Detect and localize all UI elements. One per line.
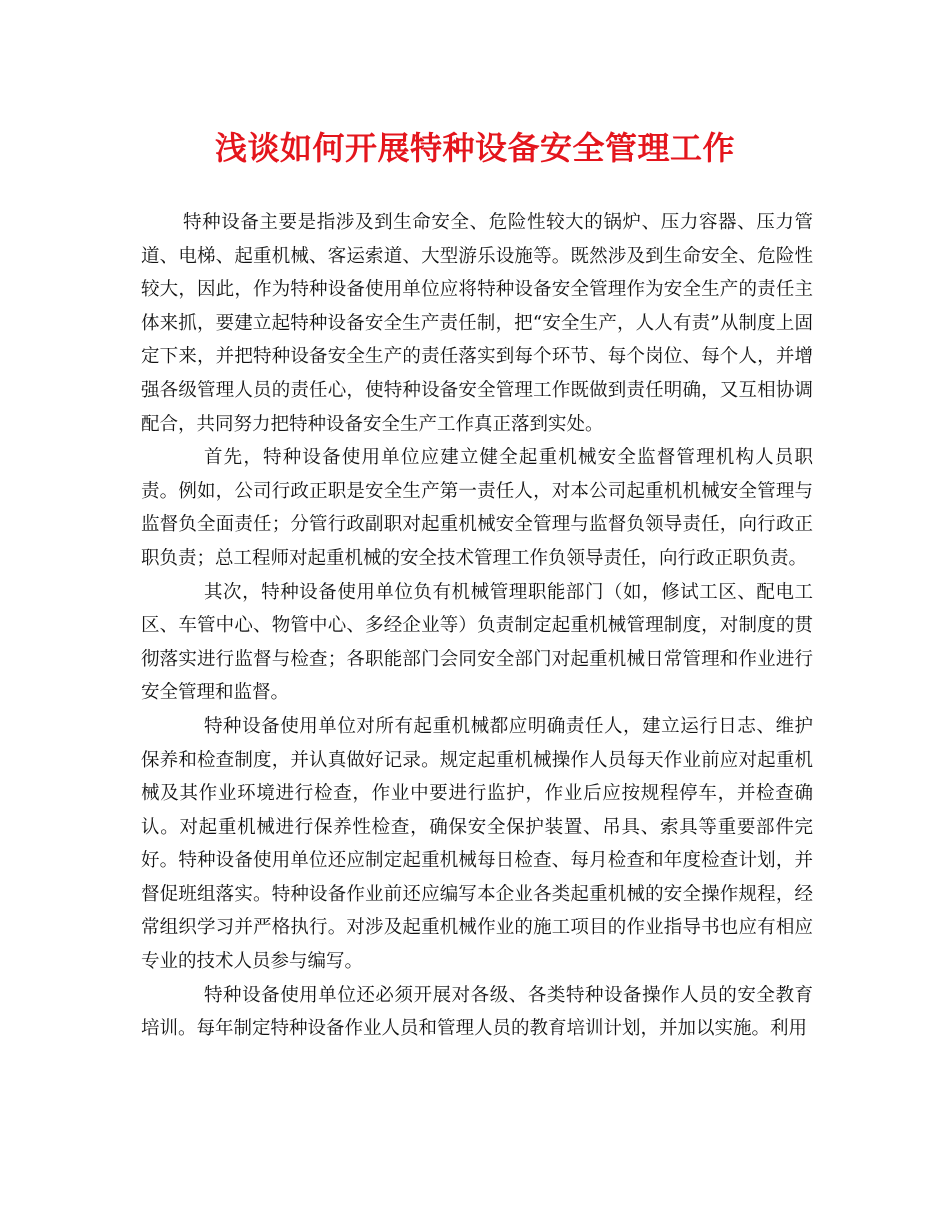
document-body (141, 206, 813, 1046)
paragraph-intro: 特种设备主要是指涉及到生命安全、危险性较大的锅炉、压力容器、压力管道、电梯、起重机械、客运索道、大型游乐设施等。既然涉及到生命安全、危险性较大，因此，作为特种设备使用单位应将特种设备安全管理作为安全生产的责任主体来抓，要建立起特种设备安全生产责任制，把“安全生产，人人有责”从制度上固定下来，并把特种设备安全生产的责任落实到每个环节、每个岗位、每个人，并增强各级管理人员的责任心，使特种设备安全管理工作既做到责任明确，又互相协调配合，共同努力把特种设备安全生产工作真正落到实处。 (141, 212, 813, 435)
document-title: 浅谈如何开展特种设备安全管理工作 (214, 129, 735, 167)
paragraph-responsibility: 特种设备使用单位对所有起重机械都应明确责任人，建立运行日志、维护保养和检查制度，并认真做好记录。规定起重机械操作人员每天作业前应对起重机械及其作业环境进行检查，作业中要进行监护，作业后应按规程停车，并检查确认。对起重机械进行保养性检查，确保安全保护装置、吊具、索具等重要部件完好。特种设备使用单位还应制定起重机械每日检查、每月检查和年度检查计划，并督促班组落实。特种设备作业前还应编写本企业各类起重机械的安全操作规程，经常组织学习并严格执行。对涉及起重机械作业的施工项目的作业指导书也应有相应专业的技术人员参与编写。 (141, 715, 813, 973)
paragraph-training: 特种设备使用单位还必须开展对各级、各类特种设备操作人员的安全教育培训。每年制定特种设备作业人员和管理人员的教育培训计划，并加以实施。利用 (141, 984, 813, 1040)
paragraph-second: 其次，特种设备使用单位负有机械管理职能部门（如，修试工区、配电工区、车管中心、物管中心、多经企业等）负责制定起重机械管理制度，对制度的贯彻落实进行监督与检查；各职能部门会同安全部门对起重机械日常管理和作业进行安全管理和监督。 (141, 581, 813, 704)
paragraph-first: 首先，特种设备使用单位应建立健全起重机械安全监督管理机构人员职责。例如，公司行政正职是安全生产第一责任人，对本公司起重机机械安全管理与监督负全面责任；分管行政副职对起重机械安全管理与监督负领导责任，向行政正职负责；总工程师对起重机械的安全技术管理工作负领导责任，向行政正职负责。 (141, 447, 813, 569)
